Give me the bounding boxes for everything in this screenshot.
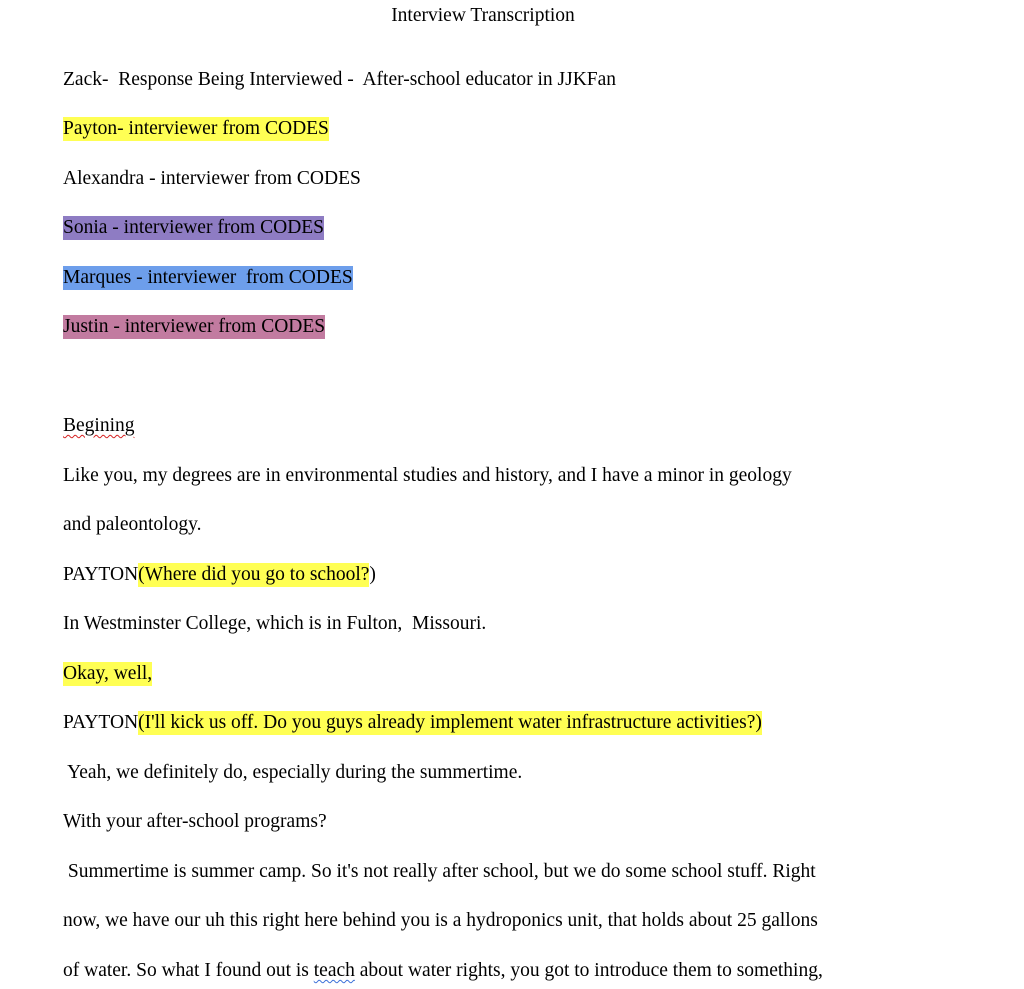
highlight-purple: Sonia - interviewer from CODES bbox=[63, 217, 325, 238]
transcript-line bbox=[63, 662, 152, 686]
transcript-line: Yeah, we definitely do, especially during the summertime. bbox=[63, 762, 523, 783]
text-segment: about water rights, you got to introduce them to something, bbox=[354, 960, 823, 981]
speaker-label: PAYTON bbox=[63, 712, 139, 733]
participant-justin bbox=[63, 315, 325, 339]
participant-sonia bbox=[63, 216, 324, 240]
highlighted-question: (I'll kick us off. Do you guys already implement water infrastructure activities?) bbox=[138, 712, 762, 733]
speaker-label: PAYTON bbox=[63, 564, 139, 585]
transcript-line: In Westminster College, which is in Fulton, Missouri. bbox=[63, 613, 487, 634]
transcript-line: now, we have our uh this right here behind you is a hydroponics unit, that holds about 25 gallons bbox=[63, 910, 818, 931]
participant-zack: Zack- Response Being Interviewed - After-school educator in JJKFan bbox=[63, 69, 617, 90]
highlight-yellow: Payton- interviewer from CODES bbox=[63, 118, 329, 139]
section-heading bbox=[63, 414, 135, 438]
transcript-line: Summertime is summer camp. So it's not really after school, but we do some school stuff. Right bbox=[63, 861, 816, 882]
misspelled-word[interactable]: Begining bbox=[63, 415, 135, 436]
highlight-blue: Marques - interviewer from CODES bbox=[63, 267, 353, 288]
transcript-line: With your after-school programs? bbox=[63, 811, 327, 832]
grammar-flagged-word[interactable]: teach bbox=[313, 960, 355, 981]
highlighted-text: Okay, well, bbox=[63, 663, 153, 684]
participant-marques bbox=[63, 266, 353, 290]
transcript-line bbox=[63, 959, 823, 983]
participant-alexandra: Alexandra - interviewer from CODES bbox=[63, 168, 361, 189]
document-title: Interview Transcription bbox=[391, 5, 575, 26]
participant-payton bbox=[63, 117, 329, 141]
transcript-line bbox=[63, 563, 376, 587]
transcript-line: and paleontology. bbox=[63, 514, 202, 535]
transcript-line bbox=[63, 711, 762, 735]
highlight-pink: Justin - interviewer from CODES bbox=[63, 316, 326, 337]
closing-paren: ) bbox=[369, 564, 376, 585]
transcript-line: Like you, my degrees are in environmental studies and history, and I have a minor in geology bbox=[63, 465, 792, 486]
text-segment: of water. So what I found out is bbox=[63, 960, 314, 981]
highlighted-question: (Where did you go to school? bbox=[138, 564, 370, 585]
